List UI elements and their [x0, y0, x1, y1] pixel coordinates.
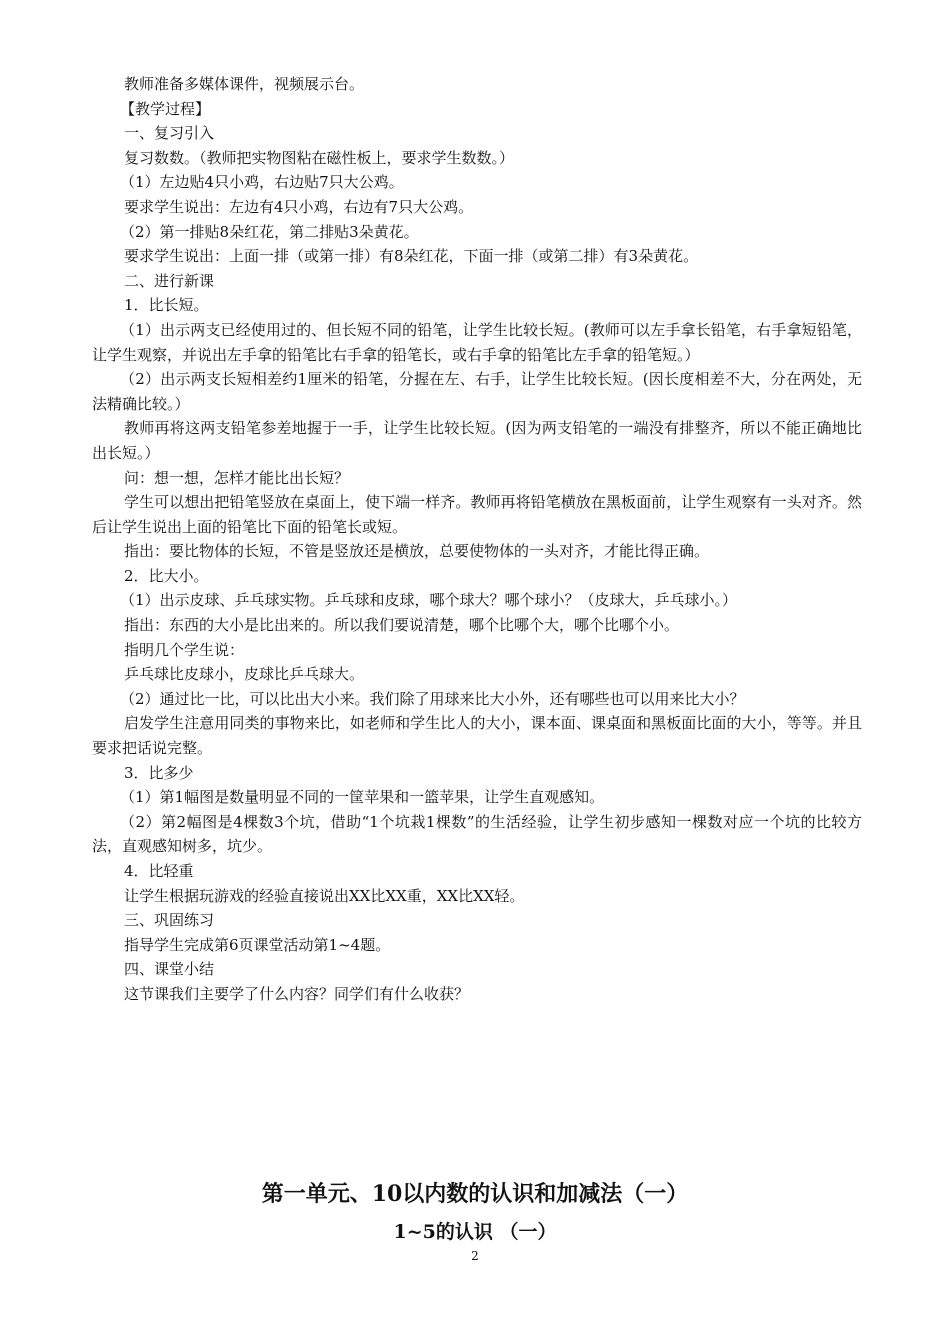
body-paragraph: 4．比轻重	[124, 862, 194, 880]
body-paragraph: （1）左边贴4只小鸡，右边贴7只大公鸡。	[120, 173, 404, 192]
lesson-title: 1~5的认识 （一）	[393, 1221, 557, 1243]
body-paragraph: 三、巩固练习	[124, 911, 215, 930]
body-paragraph: 要求学生说出：左边有4只小鸡，右边有7只大公鸡。	[124, 197, 474, 216]
body-paragraph: 这节课我们主要学了什么内容？同学们有什么收获？	[124, 984, 470, 1003]
body-paragraph: 【教学过程】	[120, 99, 211, 118]
body-paragraph: （2）第2幅图是4棵数3个坑，借助“1个坑栽1棵数”的生活经验，让学生初步感知一棵数对应一个坑的比较方法，直观感知树多，坑少。	[92, 812, 862, 856]
unit-title: 第一单元、10以内数的认识和加减法（一）	[261, 1181, 689, 1207]
body-paragraph: 指明几个学生说：	[124, 640, 245, 659]
body-paragraph: （2）出示两支长短相差约1厘米的铅笔，分握在左、右手，让学生比较长短。(因长度相差不大，分在两处，无法精确比较。）	[92, 370, 862, 413]
body-paragraph: 指出：东西的大小是比出来的。所以我们要说清楚，哪个比哪个大，哪个比哪个小。	[124, 616, 680, 635]
body-paragraph: 指出：要比物体的长短，不管是竖放还是横放，总要使物体的一头对齐，才能比得正确。	[124, 542, 710, 561]
body-paragraph: 2．比大小。	[124, 566, 209, 585]
body-paragraph: 要求学生说出：上面一排（或第一排）有8朵红花，下面一排（或第二排）有3朵黄花。	[124, 247, 699, 266]
body-paragraph: （2）第一排贴8朵红花，第二排贴3朵黄花。	[120, 222, 419, 241]
body-paragraph: 1．比长短。	[124, 296, 209, 315]
body-paragraph: 二、进行新课	[124, 271, 215, 290]
body-paragraph: 教师准备多媒体课件，视频展示台。	[124, 75, 365, 93]
body-paragraph: 指导学生完成第6页课堂活动第1~4题。	[124, 935, 391, 954]
body-paragraph: 乒乓球比皮球小，皮球比乒乓球大。	[124, 665, 365, 684]
body-paragraph: 四、课堂小结	[124, 960, 215, 979]
body-paragraph: 问：想一想，怎样才能比出长短？	[124, 468, 350, 487]
body-paragraph: 学生可以想出把铅笔竖放在桌面上，使下端一样齐。教师再将铅笔横放在黑板面前，让学生观察有一头对齐。然后让学生说出上面的铅笔比下面的铅笔长或短。	[92, 493, 862, 536]
body-paragraph: 一、复习引入	[124, 124, 215, 143]
body-paragraph: （2）通过比一比，可以比出大小来。我们除了用球来比大小外，还有哪些也可以用来比大小？	[120, 689, 745, 708]
body-paragraph: （1）出示皮球、乒乓球实物。乒乓球和皮球，哪个球大？哪个球小？（皮球大，乒乓球小。）	[120, 591, 738, 610]
body-paragraph: 启发学生注意用同类的事物来比，如老师和学生比人的大小，课本面、课桌面和黑板面比面的大小，等等。并且要求把话说完整。	[92, 714, 862, 758]
page-number: 2	[471, 1249, 479, 1263]
lesson-body	[92, 72, 862, 1007]
body-paragraph: （1）出示两支已经使用过的、但长短不同的铅笔，让学生比较长短。(教师可以左手拿长铅笔，右手拿短铅笔，让学生观察，并说出左手拿的铅笔比右手拿的铅笔长，或右手拿的铅笔比左手拿的铅笔短。）	[92, 320, 862, 364]
body-paragraph: 教师再将这两支铅笔参差地握于一手，让学生比较长短。(因为两支铅笔的一端没有排整齐，所以不能正确地比出长短。）	[92, 419, 862, 462]
body-paragraph: 让学生根据玩游戏的经验直接说出XX比XX重，XX比XX轻。	[124, 886, 525, 905]
body-paragraph: 复习数数。（教师把实物图粘在磁性板上，要求学生数数。）	[124, 148, 515, 167]
body-paragraph: （1）第1幅图是数量明显不同的一筐苹果和一篮苹果，让学生直观感知。	[120, 788, 605, 807]
body-paragraph: 3．比多少	[124, 763, 194, 782]
